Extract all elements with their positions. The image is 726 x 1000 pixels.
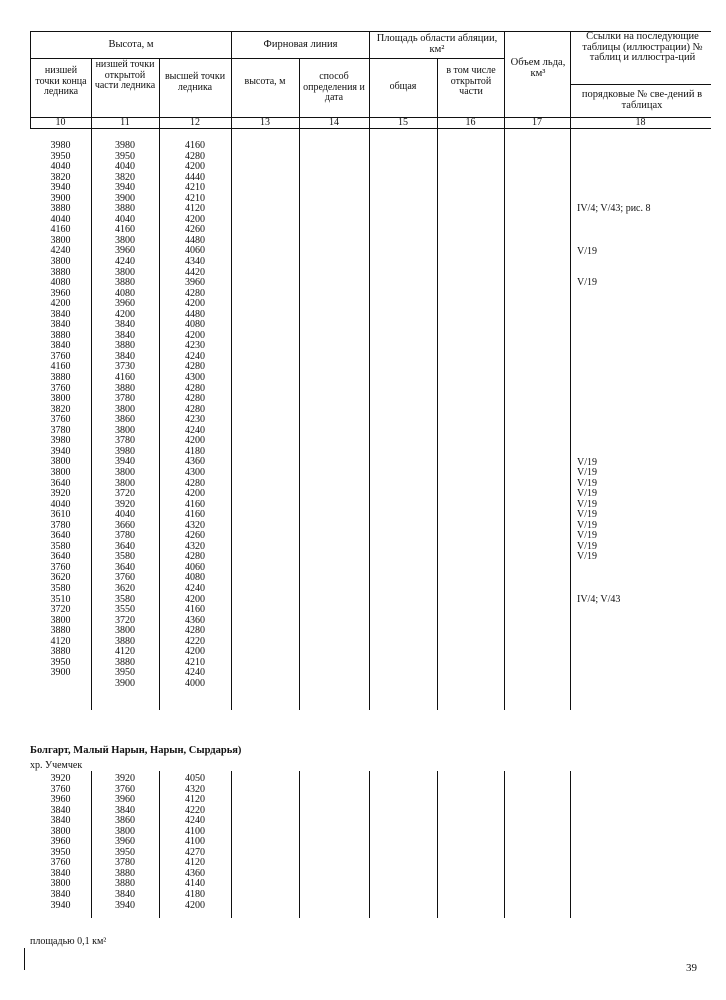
table-cell: 3640 (115, 561, 135, 573)
table-cell: 3960 (50, 794, 71, 806)
table-cell: 3960 (115, 298, 135, 310)
table-cell: 4340 (185, 256, 205, 268)
table-cell: 3760 (50, 783, 71, 795)
colnum-13: 13 (260, 117, 270, 128)
colnum-10: 10 (55, 117, 66, 128)
col14-header: способ определения и дата (303, 71, 365, 103)
s2-col-line-12-13 (231, 771, 232, 918)
table-cell: 3880 (115, 277, 135, 289)
table-cell: 3960 (50, 836, 71, 848)
table-cell: 3760 (50, 561, 71, 573)
table-cell: 3720 (115, 614, 135, 626)
table-cell: 3880 (115, 656, 135, 668)
table-cell: 3940 (50, 182, 71, 194)
table-cell: 3780 (50, 519, 71, 531)
table-cell: 4480 (185, 234, 205, 246)
table-cell: 4480 (185, 308, 205, 320)
table-cell: 4120 (50, 635, 71, 647)
table-cell: 4220 (185, 804, 205, 816)
reference-entry: IV/4; V/43; рис. 8 (577, 203, 651, 215)
reference-entry: V/19 (577, 456, 597, 468)
table-cell: 3960 (115, 245, 135, 257)
table-cell: 4260 (185, 224, 205, 236)
table-cell: 3940 (115, 899, 135, 911)
table-cell: 4260 (185, 530, 205, 542)
table-cell: 4240 (185, 815, 205, 827)
table-cell: 4280 (185, 382, 205, 394)
table-cell: 3800 (115, 625, 135, 637)
reference-entry: V/19 (577, 245, 597, 257)
table-cell: 3880 (50, 646, 71, 658)
section2-col12 (159, 774, 231, 911)
colnum-12: 12 (190, 117, 200, 128)
table-cell: 3510 (50, 593, 71, 605)
table-cell: 3800 (50, 614, 71, 626)
s2-col-line-14-15 (369, 771, 370, 918)
table-cell: 3800 (115, 477, 135, 489)
table-cell: 3800 (115, 266, 135, 278)
table-cell: 4040 (50, 213, 71, 225)
section2-col11 (91, 774, 159, 911)
s2-col-line-15-16 (437, 771, 438, 918)
table-cell: 3840 (115, 329, 135, 341)
table-cell: 4160 (50, 224, 71, 236)
table-cell: 3800 (115, 466, 135, 478)
table-cell: 3760 (50, 382, 71, 394)
table-cell: 4240 (185, 667, 205, 679)
table-cell: 3620 (50, 572, 71, 584)
table-cell: 4320 (185, 783, 205, 795)
table-cell: 3960 (115, 836, 135, 848)
table-cell: 4200 (185, 488, 205, 500)
table-cell: 4420 (185, 266, 205, 278)
refs-group-header: Ссылки на последующие таблицы (иллюстрации) № таблиц и иллюстра-ций (582, 31, 703, 63)
table-cell: 3620 (115, 582, 135, 594)
table-cell: 3800 (50, 456, 71, 468)
table-cell: 3960 (115, 794, 135, 806)
table-cell: 3840 (115, 350, 135, 362)
table-cell: 3780 (115, 393, 135, 405)
table-cell: 4230 (185, 414, 205, 426)
table-cell: 4120 (185, 203, 205, 215)
table-cell: 4060 (185, 561, 205, 573)
table-cell: 4240 (185, 582, 205, 594)
reference-entry: V/19 (577, 467, 597, 479)
table-cell: 3720 (50, 604, 71, 616)
col12-header: высшей точки ледника (164, 71, 226, 93)
table-cell: 4050 (185, 773, 205, 784)
table-cell: 3820 (115, 171, 135, 183)
colnum-rule (30, 128, 711, 129)
reference-entry: V/19 (577, 277, 597, 289)
table-cell: 4200 (115, 308, 135, 320)
table-cell: 3980 (50, 140, 71, 151)
table-cell: 3640 (50, 477, 71, 489)
table-cell: 3940 (115, 456, 135, 468)
section1-col12 (159, 141, 231, 689)
table-cell: 3840 (50, 340, 71, 352)
table-cell: 4210 (185, 182, 205, 194)
table-cell: 3980 (50, 435, 71, 447)
table-cell: 3800 (115, 234, 135, 246)
table-cell: 3980 (115, 140, 135, 151)
reference-entry: V/19 (577, 477, 597, 489)
table-cell: 3800 (115, 825, 135, 837)
section1-col10 (30, 141, 91, 679)
table-cell: 4280 (185, 287, 205, 299)
footnote: площадью 0,1 км² (30, 936, 107, 947)
table-cell: 4140 (185, 878, 205, 890)
table-cell: 3950 (50, 846, 71, 858)
table-cell: 3880 (50, 329, 71, 341)
table-cell: 4230 (185, 340, 205, 352)
table-cell: 4440 (185, 171, 205, 183)
firn-group-header: Фирновая линия (263, 39, 338, 50)
table-cell: 3780 (115, 435, 135, 447)
reference-entry: V/19 (577, 498, 597, 510)
table-cell: 3900 (50, 667, 71, 679)
table-cell: 3950 (50, 656, 71, 668)
table-cell: 3780 (115, 857, 135, 869)
table-cell: 3880 (115, 867, 135, 879)
colnum-11: 11 (120, 117, 130, 128)
table-cell: 3950 (50, 150, 71, 162)
table-cell: 4200 (185, 435, 205, 447)
colnum-18: 18 (635, 117, 646, 128)
table-cell: 3950 (115, 667, 135, 679)
col-line-13-14 (299, 58, 300, 710)
table-cell: 4160 (185, 604, 205, 616)
col10-header: низшей точки конца ледника (35, 65, 87, 97)
table-cell: 3880 (50, 625, 71, 637)
table-cell: 4040 (115, 509, 135, 521)
reference-entry: IV/4; V/43 (577, 593, 621, 605)
table-cell: 4160 (185, 140, 205, 151)
table-cell: 4120 (185, 857, 205, 869)
table-cell: 4210 (185, 192, 205, 204)
table-cell: 4200 (50, 298, 71, 310)
table-cell: 3900 (50, 192, 71, 204)
table-cell: 4160 (185, 509, 205, 521)
col-line-14-15 (369, 31, 370, 710)
table-cell: 4320 (185, 519, 205, 531)
table-cell: 3640 (50, 551, 71, 563)
table-cell: 4200 (185, 298, 205, 310)
section2-col10 (30, 774, 91, 911)
table-cell: 3880 (115, 878, 135, 890)
height-group-header: Высота, м (108, 39, 154, 50)
table-cell: 3760 (115, 783, 135, 795)
table-cell: 4200 (185, 646, 205, 658)
table-cell: 3820 (50, 403, 71, 415)
table-cell: 3580 (50, 540, 71, 552)
table-cell: 3580 (50, 582, 71, 594)
table-cell: 4080 (50, 277, 71, 289)
table-cell: 3800 (50, 256, 71, 268)
table-cell: 3760 (50, 350, 71, 362)
table-cell: 4040 (115, 213, 135, 225)
table-cell: 3880 (115, 635, 135, 647)
table-cell: 3840 (115, 889, 135, 901)
table-cell: 4180 (185, 889, 205, 901)
table-cell: 3860 (115, 815, 135, 827)
table-cell: 4200 (185, 213, 205, 225)
table-cell: 3760 (115, 572, 135, 584)
table-cell: 4040 (50, 161, 71, 173)
table-cell: 3800 (115, 403, 135, 415)
table-cell: 3800 (50, 466, 71, 478)
table-cell: 3940 (115, 182, 135, 194)
table-cell: 3780 (115, 530, 135, 542)
table-cell: 3880 (115, 382, 135, 394)
table-cell: 3880 (50, 266, 71, 278)
section2-subtitle: хр. Учемчек (30, 760, 83, 771)
table-cell: 4160 (50, 361, 71, 373)
reference-entry: V/19 (577, 519, 597, 531)
col11-header: низшей точки открытой части ледника (94, 59, 156, 91)
table-cell: 4040 (115, 161, 135, 173)
s2-col-line-13-14 (299, 771, 300, 918)
table-cell: 4280 (185, 361, 205, 373)
reference-entry: V/19 (577, 509, 597, 521)
table-cell: 4300 (185, 466, 205, 478)
reference-entry: V/19 (577, 551, 597, 563)
table-cell: 4280 (185, 403, 205, 415)
table-cell: 4270 (185, 846, 205, 858)
table-cell: 3760 (50, 857, 71, 869)
table-cell: 4240 (115, 256, 135, 268)
table-cell: 3920 (50, 488, 71, 500)
table-cell: 4160 (185, 498, 205, 510)
table-cell: 4160 (115, 372, 135, 384)
table-cell: 4280 (185, 477, 205, 489)
table-cell: 3880 (115, 340, 135, 352)
table-cell: 3800 (50, 825, 71, 837)
table-cell: 4100 (185, 825, 205, 837)
colnum-16: 16 (465, 117, 476, 128)
table-cell: 4080 (185, 572, 205, 584)
table-cell: 3860 (115, 414, 135, 426)
col-line-16-17 (504, 31, 505, 710)
table-cell: 3800 (115, 424, 135, 436)
col-line-15-16 (437, 58, 438, 710)
col15-header: общая (389, 81, 417, 92)
table-cell: 4320 (185, 540, 205, 552)
table-cell: 3940 (50, 445, 71, 457)
table-cell: 3880 (50, 203, 71, 215)
table-cell: 4240 (185, 424, 205, 436)
table-cell: 4120 (185, 794, 205, 806)
refs-sub-rule (571, 84, 711, 85)
table-cell: 4080 (185, 319, 205, 331)
table-cell: 3840 (50, 815, 71, 827)
s2-col-line-17-18 (570, 771, 571, 918)
table-cell: 4280 (185, 625, 205, 637)
table-cell: 4180 (185, 445, 205, 457)
table-cell: 4060 (185, 245, 205, 257)
table-cell: 3760 (50, 414, 71, 426)
table-cell: 3730 (115, 361, 135, 373)
table-cell: 4280 (185, 393, 205, 405)
col13-header: высота, м (244, 76, 286, 87)
table-cell: 4200 (185, 329, 205, 341)
table-cell: 3920 (115, 498, 135, 510)
reference-entry: V/19 (577, 530, 597, 542)
colnum-17: 17 (532, 117, 542, 128)
table-cell: 4000 (185, 677, 205, 689)
table-cell: 3840 (50, 804, 71, 816)
table-cell: 4300 (185, 372, 205, 384)
table-cell: 4200 (185, 161, 205, 173)
col-line-17-18 (570, 31, 571, 710)
table-cell: 4280 (185, 150, 205, 162)
s2-col-line-16-17 (504, 771, 505, 918)
table-cell: 3580 (115, 593, 135, 605)
table-cell: 3880 (50, 372, 71, 384)
col-line-12-13 (231, 31, 232, 710)
ablation-group-header: Площадь области абляции, км² (376, 33, 498, 55)
colnum-14: 14 (329, 117, 339, 128)
table-cell: 4120 (115, 646, 135, 658)
table-cell: 3840 (50, 889, 71, 901)
table-cell: 3900 (115, 192, 135, 204)
table-cell: 4280 (185, 551, 205, 563)
colnum-15: 15 (398, 117, 408, 128)
table-cell: 3840 (50, 867, 71, 879)
table-cell: 4240 (50, 245, 71, 257)
table-cell: 4200 (185, 899, 205, 911)
table-cell: 4360 (185, 456, 205, 468)
table-cell: 3800 (50, 234, 71, 246)
table-cell: 3880 (115, 203, 135, 215)
section2-title: Болгарт, Малый Нарын, Нарын, Сырдарья) (30, 745, 242, 756)
table-cell: 3900 (115, 677, 135, 689)
section1-col11 (91, 141, 159, 689)
table-cell: 3920 (50, 773, 71, 784)
refs-sub-header: порядковые № све-дений в таблицах (581, 89, 703, 111)
table-cell: 3950 (115, 150, 135, 162)
table-cell: 4040 (50, 498, 71, 510)
volume-header: Объем льда, км³ (510, 57, 566, 79)
reference-entry: V/19 (577, 488, 597, 500)
table-cell: 3800 (50, 393, 71, 405)
table-cell: 4160 (115, 224, 135, 236)
table-cell: 3840 (50, 319, 71, 331)
table-cell: 3640 (115, 540, 135, 552)
table-cell: 3840 (50, 308, 71, 320)
table-cell: 3980 (115, 445, 135, 457)
table-cell: 4080 (115, 287, 135, 299)
table-cell: 3800 (50, 878, 71, 890)
table-cell: 4210 (185, 656, 205, 668)
table-cell: 3780 (50, 424, 71, 436)
table-cell: 4360 (185, 867, 205, 879)
table-cell: 3920 (115, 773, 135, 784)
table-cell: 3820 (50, 171, 71, 183)
table-cell: 3550 (115, 604, 135, 616)
table-cell: 4100 (185, 836, 205, 848)
table-cell: 3960 (50, 287, 71, 299)
footnote-margin-mark (24, 948, 25, 970)
table-cell: 3840 (115, 319, 135, 331)
reference-entry: V/19 (577, 540, 597, 552)
table-cell: 4200 (185, 593, 205, 605)
table-cell: 3960 (185, 277, 205, 289)
col16-header: в том числе открытой части (446, 65, 496, 97)
table-cell: 3610 (50, 509, 71, 521)
table-cell: 3640 (50, 530, 71, 542)
table-cell: 3940 (50, 899, 71, 911)
table-cell: 4360 (185, 614, 205, 626)
table-cell: 4220 (185, 635, 205, 647)
page-number: 39 (686, 962, 697, 974)
table-cell: 3950 (115, 846, 135, 858)
table-cell: 4240 (185, 350, 205, 362)
table-cell: 3660 (115, 519, 135, 531)
table-cell: 3580 (115, 551, 135, 563)
table-cell: 3840 (115, 804, 135, 816)
table-cell: 3720 (115, 488, 135, 500)
